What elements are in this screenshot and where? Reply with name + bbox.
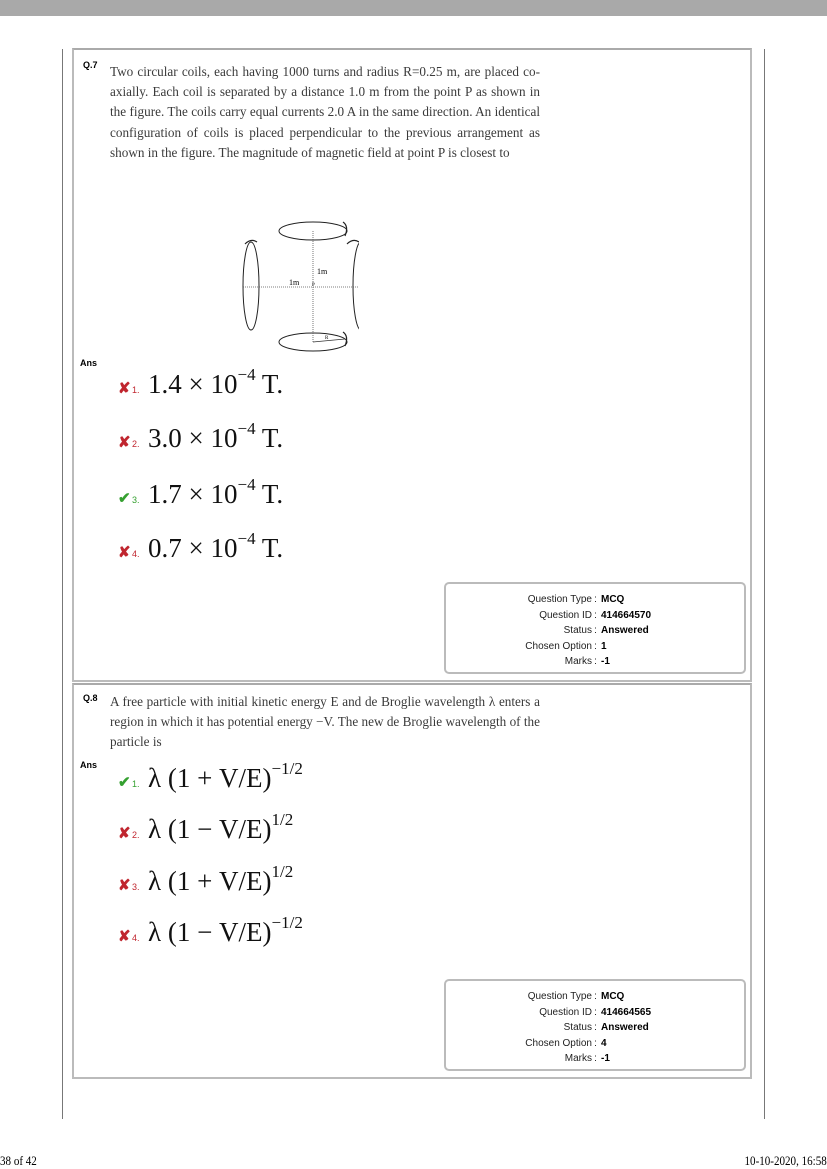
ans-label: Ans bbox=[80, 358, 98, 368]
info-marks: Marks : -1 bbox=[564, 1053, 610, 1064]
option-value: $0.7 \times 10^{-4}$ T. bbox=[148, 529, 284, 563]
info-question-type: Question Type : MCQ bbox=[527, 594, 625, 605]
info-marks: Marks : -1 bbox=[564, 656, 610, 667]
ans-label: Ans bbox=[80, 760, 98, 770]
option-value: λ $(1 + V/E)^{-1/2}$ bbox=[148, 759, 303, 793]
wrong-cross-icon: ✘ bbox=[118, 380, 131, 397]
option-4 bbox=[118, 529, 284, 564]
info-question-id: Question ID : 414664565 bbox=[539, 1006, 652, 1018]
option-number: 4. bbox=[132, 549, 140, 559]
option-value: λ $(1 - V/E)^{1/2}$ bbox=[148, 810, 294, 844]
question-text: A free particle with initial kinetic energy E and de Broglie wavelength λ enters a region in which it has potential energy −V. The new de Broglie wavelength of the particle is bbox=[110, 694, 540, 750]
question-text: Two circular coils, each having 1000 turns and radius R=0.25 m, are placed co-axially. Each coil is separated by a distance 1.0 m from the point P as shown in the figure. The coils carry equal currents 2.0 A in the same direction. An identical configuration of coils is placed perpendicular to the previous arrangement as shown in the figure. The magnitude of magnetic field at point P is closest to bbox=[110, 64, 540, 160]
correct-check-icon: ✔ bbox=[118, 490, 131, 507]
option-3 bbox=[118, 862, 294, 897]
option-1 bbox=[118, 365, 284, 400]
option-1 bbox=[118, 759, 303, 794]
option-3 bbox=[118, 475, 284, 510]
option-number: 1. bbox=[132, 779, 140, 789]
page-frame-right-line bbox=[764, 49, 765, 1119]
svg-text:1m: 1m bbox=[317, 267, 328, 276]
svg-text:P: P bbox=[312, 283, 315, 288]
svg-text:R: R bbox=[325, 336, 329, 341]
question-info-box bbox=[444, 979, 746, 1071]
info-status: Status : Answered bbox=[563, 625, 649, 636]
option-number: 3. bbox=[132, 495, 140, 505]
info-question-id: Question ID : 414664570 bbox=[539, 609, 652, 621]
option-4 bbox=[118, 913, 303, 948]
info-question-type: Question Type : MCQ bbox=[527, 991, 625, 1002]
info-status: Status : Answered bbox=[563, 1022, 649, 1033]
info-chosen-option: Chosen Option : 1 bbox=[525, 640, 607, 652]
option-number: 3. bbox=[132, 882, 140, 892]
wrong-cross-icon: ✘ bbox=[118, 877, 131, 894]
option-value: $3.0 \times 10^{-4}$ T. bbox=[148, 419, 284, 453]
svg-text:1m: 1m bbox=[289, 278, 300, 287]
question-panel-q7 bbox=[72, 48, 752, 682]
question-panel-q8 bbox=[72, 683, 752, 1079]
option-value: λ $(1 + V/E)^{1/2}$ bbox=[148, 862, 294, 896]
wrong-cross-icon: ✘ bbox=[118, 825, 131, 842]
option-2 bbox=[118, 810, 294, 845]
print-timestamp: 10-10-2020, 16:58 bbox=[744, 1153, 827, 1168]
page-frame-left-line bbox=[62, 49, 63, 1119]
correct-check-icon: ✔ bbox=[118, 774, 131, 791]
question-number: Q.8 bbox=[83, 693, 98, 703]
wrong-cross-icon: ✘ bbox=[118, 544, 131, 561]
option-2 bbox=[118, 419, 284, 454]
browser-print-header-bar bbox=[0, 0, 827, 16]
wrong-cross-icon: ✘ bbox=[118, 434, 131, 451]
info-chosen-option: Chosen Option : 4 bbox=[525, 1037, 607, 1049]
coils-figure bbox=[239, 218, 359, 358]
option-number: 2. bbox=[132, 830, 140, 840]
option-number: 1. bbox=[132, 385, 140, 395]
wrong-cross-icon: ✘ bbox=[118, 928, 131, 945]
option-value: $1.7 \times 10^{-4}$ T. bbox=[148, 475, 284, 509]
page-counter: 38 of 42 bbox=[0, 1153, 37, 1168]
question-number: Q.7 bbox=[83, 60, 98, 70]
option-number: 2. bbox=[132, 439, 140, 449]
option-number: 4. bbox=[132, 933, 140, 943]
option-value: $1.4 \times 10^{-4}$ T. bbox=[148, 365, 284, 399]
option-value: λ $(1 - V/E)^{-1/2}$ bbox=[148, 913, 303, 947]
question-info-box bbox=[444, 582, 746, 674]
